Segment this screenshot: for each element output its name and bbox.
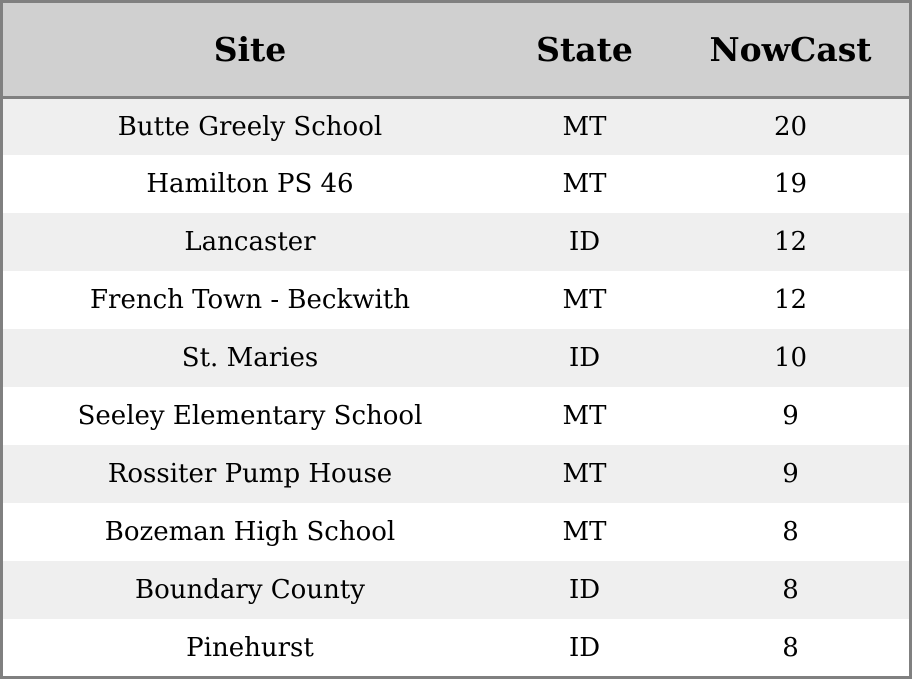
cell-nowcast: 9	[782, 401, 799, 431]
cell-site: Boundary County	[135, 575, 365, 605]
cell-site: Pinehurst	[186, 633, 314, 663]
cell-site: Bozeman High School	[104, 517, 396, 547]
table-row	[3, 445, 909, 503]
cell-nowcast: 8	[782, 575, 799, 605]
nowcast-table	[3, 3, 909, 677]
cell-site: French Town - Beckwith	[89, 285, 411, 315]
cell-state: ID	[568, 575, 601, 605]
table-row	[3, 97, 909, 155]
cell-nowcast: 8	[782, 633, 799, 663]
cell-site: Hamilton PS 46	[146, 169, 354, 199]
cell-state: MT	[562, 401, 607, 431]
header-row	[3, 3, 909, 97]
column-header-nowcast: NowCast	[672, 3, 909, 97]
table-row	[3, 619, 909, 677]
table-body	[3, 97, 909, 677]
column-header-state: State	[497, 3, 672, 97]
cell-nowcast: 12	[773, 227, 808, 257]
cell-site: Seeley Elementary School	[77, 401, 423, 431]
cell-nowcast: 8	[782, 517, 799, 547]
cell-site: Lancaster	[184, 227, 316, 257]
table-row	[3, 155, 909, 213]
table-row	[3, 271, 909, 329]
cell-nowcast: 20	[773, 111, 808, 142]
cell-state: ID	[568, 227, 601, 257]
table-row	[3, 387, 909, 445]
cell-nowcast: 9	[782, 459, 799, 489]
table-row	[3, 329, 909, 387]
cell-nowcast: 19	[773, 169, 808, 199]
table-row	[3, 561, 909, 619]
cell-state: ID	[568, 343, 601, 373]
cell-state: MT	[562, 517, 607, 547]
cell-state: MT	[562, 459, 607, 489]
cell-nowcast: 10	[773, 343, 808, 373]
cell-site: Butte Greely School	[117, 111, 383, 142]
cell-site: St. Maries	[181, 343, 319, 373]
cell-state: MT	[562, 285, 607, 315]
table-header	[3, 3, 909, 97]
cell-state: ID	[568, 633, 601, 663]
cell-state: MT	[562, 111, 607, 142]
cell-state: MT	[562, 169, 607, 199]
cell-nowcast: 12	[773, 285, 808, 315]
table-row	[3, 503, 909, 561]
table-row	[3, 213, 909, 271]
cell-site: Rossiter Pump House	[107, 459, 393, 489]
column-header-site: Site	[3, 3, 497, 97]
